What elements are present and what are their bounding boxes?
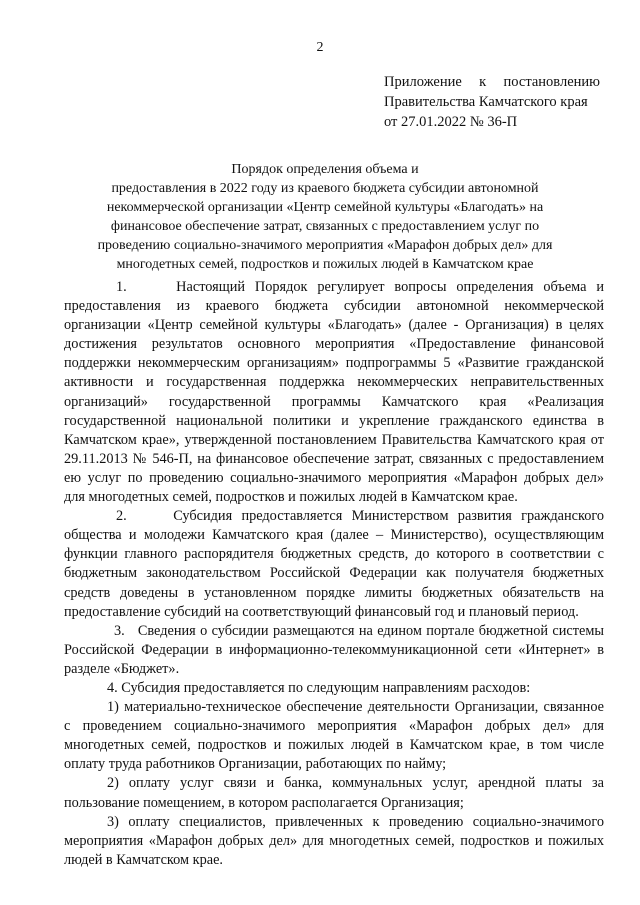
paragraph-expense-1: 1) материально-техническое обеспечение деятельности Организации, связанное с проведением социально-значимого мероприятия «Марафон добрых дел» для многодетных семей, подростков и пожилых людей в Камчатском крае, в том числе оплату труда работников Организации, работающих по найму; [64,699,604,773]
page-number: 2 [316,40,324,55]
appendix-line-2: Правительства Камчатского края [384,94,588,110]
paragraph-expense-2: 2) оплату услуг связи и банка, коммунальных услуг, арендной платы за пользование помещением, в котором располагается Организация; [64,775,604,811]
appendix-line-1: Приложение к постановлению [384,74,600,90]
appendix-block [384,72,600,132]
paragraph-2: 2. Субсидия предоставляется Министерством развития гражданского общества и молодежи Камчатского края (далее – Министерство), осуществляющим функции главного распорядителя бюджетных средств, до которого в соответствии с бюджетным законодательством Российской Федерации как получателя бюджетных средств доведены в установленном порядке лимиты бюджетных обязательств на предоставление субсидий на соответствующий финансовый год и плановый период. [64,508,604,620]
paragraph-3: 3. Сведения о субсидии размещаются на едином портале бюджетной системы Российской Федерации в информационно-телекоммуникационной сети «Интернет» в разделе «Бюджет». [64,622,604,677]
document-title [84,160,566,274]
title-line-2: предоставления в 2022 году из краевого бюджета субсидии автономной некоммерческой организации «Центр семейной культуры «Благодать» на финансовое обеспечение затрат, связанных с предоставлением услуг по проведению социально-значимого мероприятия «Марафон добрых дел» для многодетных семей, подростков и пожилых людей в Камчатском крае [97,181,553,272]
paragraph-1: 1. Настоящий Порядок регулирует вопросы определения объема и предоставления из краевого бюджета субсидии автономной некоммерческой организации «Центр семейной культуры «Благодать» (далее - Организация) в целях достижения результатов основного мероприятия «Предоставление финансовой поддержки некоммерческим организациям» подпрограммы 5 «Развитие гражданской активности и государственная поддержка некоммерческих неправительственных организаций» государственной программы Камчатского края «Реализация государственной национальной политики и укрепление гражданского единства в Камчатском крае», утвержденной постановлением Правительства Камчатского края от 29.11.2013 № 546-П, на финансовое обеспечение затрат, связанных с предоставлением ею услуг по проведению социально-значимого мероприятия «Марафон добрых дел» для многодетных семей, подростков и пожилых людей в Камчатском крае. [64,279,604,506]
title-line-1: Порядок определения объема и [231,162,419,177]
paragraph-expense-3: 3) оплату специалистов, привлеченных к проведению социально-значимого мероприятия «Марафон добрых дел» для многодетных семей, подростков и пожилых людей в Камчатском крае. [64,813,604,868]
paragraph-4: 4. Субсидия предоставляется по следующим направлениям расходов: [107,679,531,696]
document-body [64,278,604,870]
appendix-line-3: от 27.01.2022 № 36-П [384,114,518,130]
